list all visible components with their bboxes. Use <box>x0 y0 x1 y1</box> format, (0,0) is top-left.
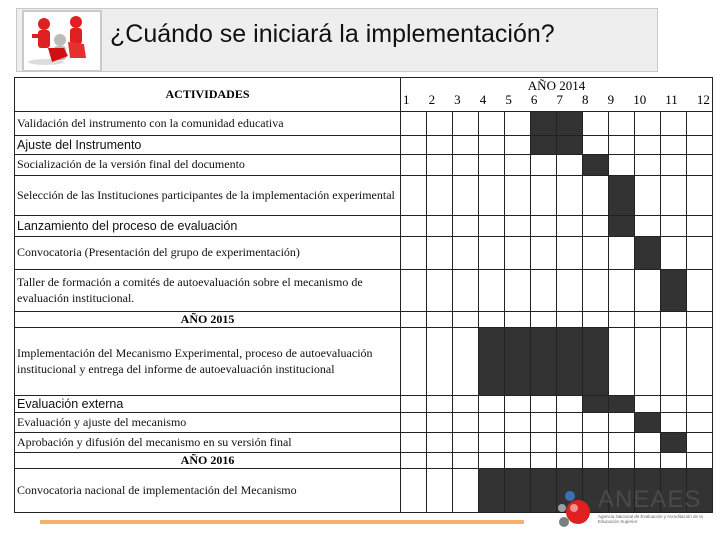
month-cell <box>427 453 453 469</box>
month-cell <box>557 237 583 270</box>
month-cell <box>687 112 713 136</box>
month-cell <box>635 155 661 176</box>
month-cell <box>453 312 479 328</box>
month-cell <box>427 176 453 216</box>
scheduled-month-cell <box>557 112 583 136</box>
activity-label: Aprobación y difusión del mecanismo en su versión final <box>15 433 401 453</box>
month-cell <box>635 216 661 237</box>
month-cell <box>401 312 427 328</box>
month-cell <box>401 453 427 469</box>
month-cell <box>687 237 713 270</box>
month-cell <box>609 312 635 328</box>
month-cell <box>687 328 713 396</box>
month-cell <box>505 176 531 216</box>
scheduled-month-cell <box>583 396 609 413</box>
page-title: ¿Cuándo se iniciará la implementación? <box>110 20 555 48</box>
month-label: 10 <box>633 91 647 107</box>
month-cell <box>583 433 609 453</box>
month-cell <box>453 453 479 469</box>
month-cell <box>687 413 713 433</box>
month-cell <box>531 270 557 312</box>
month-cell <box>557 176 583 216</box>
activity-label: Socialización de la versión final del documento <box>15 155 401 176</box>
month-cell <box>661 328 687 396</box>
month-cell <box>479 270 505 312</box>
month-cell <box>531 312 557 328</box>
month-cell <box>609 112 635 136</box>
month-cell <box>401 237 427 270</box>
activity-label: Selección de las Instituciones participantes de la implementación experimental <box>15 176 401 216</box>
month-cell <box>687 270 713 312</box>
month-cell <box>453 469 479 513</box>
month-cell <box>505 312 531 328</box>
month-cell <box>635 433 661 453</box>
month-cell <box>687 216 713 237</box>
scheduled-month-cell <box>479 469 505 513</box>
scheduled-month-cell <box>609 396 635 413</box>
month-cell <box>635 270 661 312</box>
month-cell <box>609 433 635 453</box>
month-cell <box>635 136 661 155</box>
month-cell <box>453 413 479 433</box>
activity-label: Convocatoria (Presentación del grupo de experimentación) <box>15 237 401 270</box>
month-cell <box>401 216 427 237</box>
scheduled-month-cell <box>661 433 687 453</box>
activities-header: ACTIVIDADES <box>15 78 401 112</box>
month-cell <box>557 270 583 312</box>
month-cell <box>427 433 453 453</box>
month-cell <box>609 328 635 396</box>
month-cell <box>427 413 453 433</box>
month-cell <box>687 136 713 155</box>
month-cell <box>505 396 531 413</box>
month-cell <box>583 453 609 469</box>
month-cell <box>635 396 661 413</box>
month-cell <box>453 328 479 396</box>
month-cell <box>661 216 687 237</box>
month-cell <box>635 312 661 328</box>
month-cell <box>661 396 687 413</box>
month-cell <box>427 112 453 136</box>
scheduled-month-cell <box>635 413 661 433</box>
month-cell <box>427 216 453 237</box>
month-cell <box>479 453 505 469</box>
month-cell <box>635 453 661 469</box>
month-labels <box>401 93 712 107</box>
month-cell <box>401 469 427 513</box>
month-cell <box>427 136 453 155</box>
month-cell <box>453 433 479 453</box>
month-cell <box>401 396 427 413</box>
month-cell <box>609 155 635 176</box>
month-cell <box>427 270 453 312</box>
scheduled-month-cell <box>531 136 557 155</box>
month-cell <box>531 396 557 413</box>
month-cell <box>505 155 531 176</box>
month-label: 9 <box>607 91 615 107</box>
month-label: 1 <box>403 91 410 107</box>
month-cell <box>401 328 427 396</box>
month-cell <box>609 136 635 155</box>
scheduled-month-cell <box>531 112 557 136</box>
month-cell <box>505 413 531 433</box>
month-cell <box>557 155 583 176</box>
month-cell <box>505 270 531 312</box>
month-cell <box>479 312 505 328</box>
month-cell <box>609 413 635 433</box>
month-cell <box>401 155 427 176</box>
month-cell <box>661 155 687 176</box>
month-cell <box>609 453 635 469</box>
month-cell <box>479 155 505 176</box>
month-cell <box>661 453 687 469</box>
year-separator: AÑO 2016 <box>15 453 401 469</box>
month-cell <box>557 216 583 237</box>
year-separator: AÑO 2015 <box>15 312 401 328</box>
month-cell <box>687 453 713 469</box>
month-cell <box>479 413 505 433</box>
month-cell <box>479 136 505 155</box>
month-cell <box>453 136 479 155</box>
month-cell <box>401 433 427 453</box>
month-cell <box>427 237 453 270</box>
activity-label: Evaluación y ajuste del mecanismo <box>15 413 401 433</box>
month-cell <box>401 112 427 136</box>
month-cell <box>661 136 687 155</box>
month-cell <box>453 237 479 270</box>
scheduled-month-cell <box>635 237 661 270</box>
month-cell <box>661 176 687 216</box>
month-cell <box>661 112 687 136</box>
month-label: 12 <box>696 91 710 107</box>
month-cell <box>427 469 453 513</box>
month-cell <box>427 396 453 413</box>
month-cell <box>531 216 557 237</box>
month-cell <box>531 155 557 176</box>
scheduled-month-cell <box>583 155 609 176</box>
month-cell <box>687 312 713 328</box>
month-cell <box>583 413 609 433</box>
month-cell <box>479 396 505 413</box>
month-cell <box>505 112 531 136</box>
month-cell <box>531 176 557 216</box>
scheduled-month-cell <box>557 136 583 155</box>
month-cell <box>661 312 687 328</box>
month-cell <box>557 453 583 469</box>
month-cell <box>453 216 479 237</box>
month-label: 7 <box>556 91 563 107</box>
activity-label: Lanzamiento del proceso de evaluación <box>15 216 401 237</box>
month-cell <box>427 328 453 396</box>
month-cell <box>583 176 609 216</box>
month-cell <box>401 413 427 433</box>
month-cell <box>661 413 687 433</box>
month-cell <box>583 216 609 237</box>
month-cell <box>453 396 479 413</box>
month-cell <box>401 176 427 216</box>
month-cell <box>453 112 479 136</box>
month-cell <box>479 112 505 136</box>
month-cell <box>505 237 531 270</box>
month-cell <box>635 112 661 136</box>
month-cell <box>505 453 531 469</box>
month-label: 4 <box>479 91 487 107</box>
month-cell <box>453 155 479 176</box>
month-cell <box>557 413 583 433</box>
month-cell <box>531 413 557 433</box>
month-cell <box>557 312 583 328</box>
month-cell <box>401 136 427 155</box>
month-cell <box>531 453 557 469</box>
brand-subtitle: Agencia Nacional de Evaluación y Acreditación de la Educación Superior <box>598 514 703 525</box>
activity-label: Evaluación externa <box>15 396 401 413</box>
month-cell <box>583 237 609 270</box>
month-cell <box>687 155 713 176</box>
month-cell <box>531 433 557 453</box>
scheduled-month-cell <box>609 176 635 216</box>
month-cell <box>661 237 687 270</box>
month-cell <box>687 433 713 453</box>
logo-figures <box>22 10 102 72</box>
scheduled-month-cell <box>505 328 531 396</box>
month-cell <box>531 237 557 270</box>
month-label: 11 <box>665 91 678 107</box>
aneaes-logo <box>552 486 712 532</box>
month-cell <box>505 136 531 155</box>
scheduled-month-cell <box>479 328 505 396</box>
scheduled-month-cell <box>557 328 583 396</box>
month-cell <box>479 176 505 216</box>
month-cell <box>401 270 427 312</box>
month-cell <box>687 176 713 216</box>
month-cell <box>479 237 505 270</box>
month-cell <box>583 270 609 312</box>
month-label: 6 <box>530 91 538 107</box>
activity-label: Taller de formación a comités de autoevaluación sobre el mecanismo de evaluación institucional. <box>15 270 401 312</box>
activity-label: Ajuste del Instrumento <box>15 136 401 155</box>
activity-label: Validación del instrumento con la comunidad educativa <box>15 112 401 136</box>
month-cell <box>583 136 609 155</box>
month-cell <box>583 312 609 328</box>
scheduled-month-cell <box>583 328 609 396</box>
month-cell <box>505 433 531 453</box>
gantt-table <box>14 77 713 513</box>
month-cell <box>427 155 453 176</box>
month-cell <box>479 433 505 453</box>
scheduled-month-cell <box>531 328 557 396</box>
month-cell <box>453 176 479 216</box>
scheduled-month-cell <box>505 469 531 513</box>
people-puzzle-icon <box>24 12 100 70</box>
month-cell <box>687 396 713 413</box>
scheduled-month-cell <box>661 270 687 312</box>
month-label: 2 <box>428 91 436 107</box>
month-label: 8 <box>582 91 589 107</box>
activity-label: Convocatoria nacional de implementación del Mecanismo <box>15 469 401 513</box>
month-label: 5 <box>505 91 512 107</box>
year-2014-label: AÑO 2014 <box>527 78 586 93</box>
month-cell <box>609 270 635 312</box>
month-cell <box>583 112 609 136</box>
month-cell <box>479 216 505 237</box>
month-cell <box>609 237 635 270</box>
month-cell <box>557 433 583 453</box>
aneaes-emblem-icon <box>552 486 596 532</box>
month-cell <box>635 328 661 396</box>
activity-label: Implementación del Mecanismo Experimental, proceso de autoevaluación institucional y entrega del informe de autoevaluación institucional <box>15 328 401 396</box>
month-label: 3 <box>454 91 461 107</box>
month-cell <box>427 312 453 328</box>
month-cell <box>505 216 531 237</box>
month-cell <box>557 396 583 413</box>
footer-accent-bar <box>40 520 524 524</box>
year-2014-header <box>401 78 713 112</box>
scheduled-month-cell <box>609 216 635 237</box>
brand-name: ANEAES <box>598 486 702 513</box>
month-cell <box>635 176 661 216</box>
month-cell <box>453 270 479 312</box>
